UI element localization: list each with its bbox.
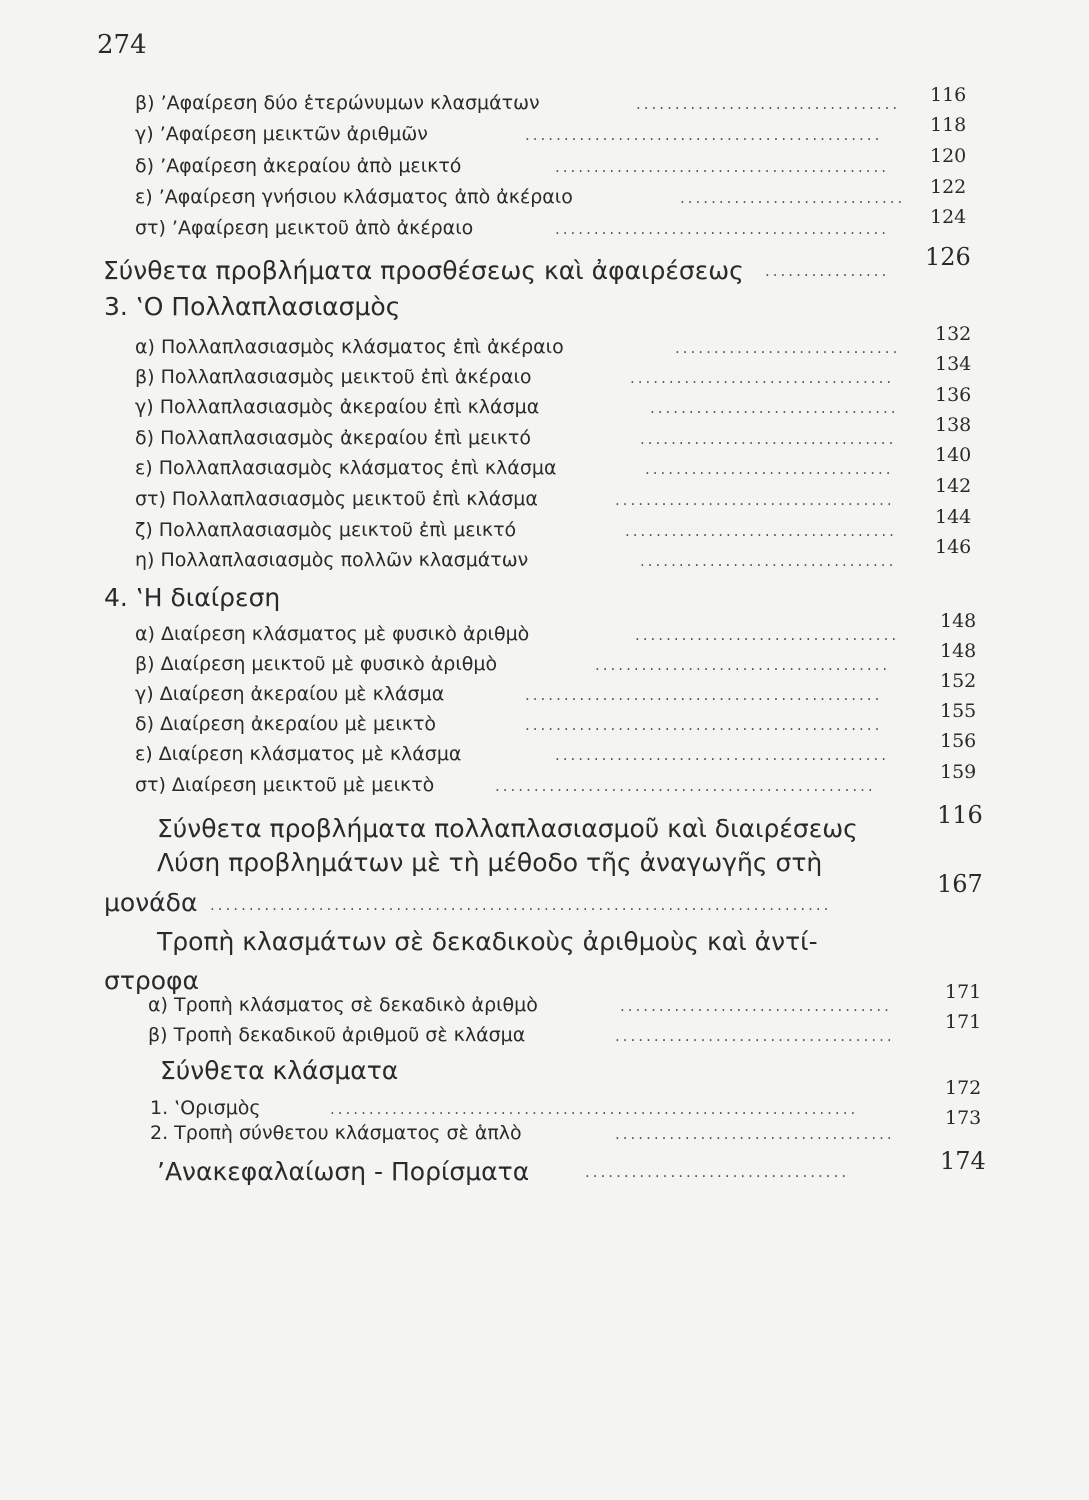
toc-page-number: 156	[940, 730, 977, 752]
toc-page-number: 142	[935, 475, 972, 497]
toc-entry: 2. Τροπὴ σύνθετου κλάσματος σὲ ἁπλὸ	[150, 1122, 522, 1144]
toc-page-number: 172	[945, 1077, 982, 1099]
toc-page-number: 173	[945, 1107, 982, 1129]
toc-page-number: 171	[945, 981, 982, 1003]
leader-dots: ...................................	[620, 997, 892, 1015]
leader-dots: ................................	[645, 460, 894, 478]
leader-dots: ...........................................	[555, 158, 890, 176]
toc-entry: ζ) Πολλαπλασιασμὸς μεικτοῦ ἐπὶ μεικτό	[135, 519, 517, 541]
toc-chapter-heading: 3. ‛Ο Πολλαπλασιασμὸς	[104, 292, 401, 321]
toc-page-number: 124	[930, 206, 967, 228]
toc-entry: β) Πολλαπλασιασμὸς μεικτοῦ ἐπὶ ἀκέραιο	[135, 366, 532, 388]
leader-dots: .............................	[680, 189, 906, 207]
toc-page-number: 148	[940, 640, 977, 662]
toc-entry: στ) ’Αφαίρεση μεικτοῦ ἀπὸ ἀκέραιο	[135, 217, 474, 239]
toc-entry: ε) ’Αφαίρεση γνήσιου κλάσματος ἀπὸ ἀκέραιο	[135, 186, 573, 208]
leader-dots: .............................	[675, 339, 901, 357]
toc-page-number: 120	[930, 145, 967, 167]
leader-dots: ..................................	[635, 626, 900, 644]
toc-entry: στ) Διαίρεση μεικτοῦ μὲ μεικτὸ	[135, 774, 435, 796]
toc-page-number: 134	[935, 353, 972, 375]
toc-entry: β) Τροπὴ δεκαδικοῦ ἀριθμοῦ σὲ κλάσμα	[148, 1024, 526, 1046]
leader-dots: .................................	[640, 552, 897, 570]
toc-section-entry-continued: μονάδα	[104, 888, 198, 917]
toc-page-number: 118	[930, 114, 967, 136]
toc-page-number: 171	[945, 1011, 982, 1033]
toc-section-entry: Σύνθετα προβλήματα προσθέσεως καὶ ἀφαιρέσεως	[103, 256, 744, 285]
leader-dots: ................	[765, 262, 890, 280]
toc-entry: στ) Πολλαπλασιασμὸς μεικτοῦ ἐπὶ κλάσμα	[135, 488, 538, 510]
toc-entry: γ) Πολλαπλασιασμὸς ἀκεραίου ἐπὶ κλάσμα	[135, 396, 540, 418]
toc-entry: γ) Διαίρεση ἀκεραίου μὲ κλάσμα	[135, 683, 445, 705]
leader-dots: ...........................................	[555, 746, 890, 764]
leader-dots: ......................................	[595, 656, 891, 674]
toc-section-entry: ’Ανακεφαλαίωση - Πορίσματα	[157, 1157, 530, 1186]
leader-dots: ....................................................................	[330, 1100, 859, 1118]
toc-page-number: 132	[935, 323, 972, 345]
toc-entry: β) Διαίρεση μεικτοῦ μὲ φυσικὸ ἀριθμὸ	[135, 653, 498, 675]
toc-section-entry: Σύνθετα κλάσματα	[160, 1056, 399, 1085]
toc-chapter-heading: 4. ‛Η διαίρεση	[104, 583, 281, 612]
toc-section-entry: Σύνθετα προβλήματα πολλαπλασιασμοῦ καὶ διαιρέσεως	[157, 814, 858, 843]
toc-entry: α) Πολλαπλασιασμὸς κλάσματος ἐπὶ ἀκέραιο	[135, 336, 564, 358]
toc-entry: 1. ‛Ορισμὸς	[150, 1097, 261, 1119]
toc-entry: δ) Διαίρεση ἀκεραίου μὲ μεικτὸ	[135, 713, 437, 735]
leader-dots: .................................	[640, 430, 897, 448]
toc-entry: ε) Διαίρεση κλάσματος μὲ κλάσμα	[135, 743, 462, 765]
toc-page-number: 126	[925, 243, 971, 271]
leader-dots: ..............................................	[525, 126, 883, 144]
toc-entry: α) Διαίρεση κλάσματος μὲ φυσικὸ ἀριθμὸ	[135, 623, 530, 645]
toc-page-number: 122	[930, 176, 967, 198]
toc-entry: γ) ’Αφαίρεση μεικτῶν ἀριθμῶν	[135, 123, 428, 145]
leader-dots: ..................................	[636, 95, 901, 113]
toc-entry: α) Τροπὴ κλάσματος σὲ δεκαδικὸ ἀριθμὸ	[148, 994, 538, 1016]
leader-dots: ....................................	[615, 1125, 895, 1143]
page-number: 274	[97, 30, 147, 60]
toc-section-entry-continued: στροφα	[104, 966, 200, 995]
toc-entry: β) ’Αφαίρεση δύο ἑτερώνυμων κλασμάτων	[135, 92, 540, 114]
toc-page-number: 155	[940, 700, 977, 722]
leader-dots: ..................................	[585, 1163, 850, 1181]
toc-entry: η) Πολλαπλασιασμὸς πολλῶν κλασμάτων	[135, 549, 529, 571]
leader-dots: ................................	[650, 399, 899, 417]
leader-dots: ...........................................	[555, 220, 890, 238]
toc-page-number: 116	[937, 801, 983, 829]
toc-entry: δ) ’Αφαίρεση ἀκεραίου ἀπὸ μεικτό	[135, 155, 462, 177]
leader-dots: ..............................................	[525, 716, 883, 734]
toc-page-number: 167	[937, 870, 983, 898]
toc-page-number: 159	[940, 761, 977, 783]
leader-dots: ..................................	[630, 369, 895, 387]
toc-page-number: 148	[940, 610, 977, 632]
toc-page-number: 140	[935, 444, 972, 466]
leader-dots: ....................................	[615, 1027, 895, 1045]
leader-dots: ....................................	[615, 491, 895, 509]
toc-entry: ε) Πολλαπλασιασμὸς κλάσματος ἐπὶ κλάσμα	[135, 457, 557, 479]
toc-page-number: 146	[935, 536, 972, 558]
leader-dots: ...................................	[625, 522, 897, 540]
toc-page-number: 152	[940, 670, 977, 692]
leader-dots: .................................................	[495, 777, 876, 795]
toc-page-number: 116	[930, 84, 967, 106]
toc-entry: δ) Πολλαπλασιασμὸς ἀκεραίου ἐπὶ μεικτό	[135, 427, 532, 449]
toc-page-number: 144	[935, 506, 972, 528]
toc-page-number: 136	[935, 384, 972, 406]
leader-dots: ..............................................	[525, 686, 883, 704]
toc-page-number: 138	[935, 414, 972, 436]
toc-section-entry: Τροπὴ κλασμάτων σὲ δεκαδικοὺς ἀριθμοὺς καὶ ἀντί-	[157, 927, 818, 956]
toc-page-number: 174	[940, 1147, 986, 1175]
leader-dots: ................................................................................	[210, 896, 832, 914]
toc-section-entry: Λύση προβλημάτων μὲ τὴ μέθοδο τῆς ἀναγωγῆς στὴ	[157, 848, 823, 877]
